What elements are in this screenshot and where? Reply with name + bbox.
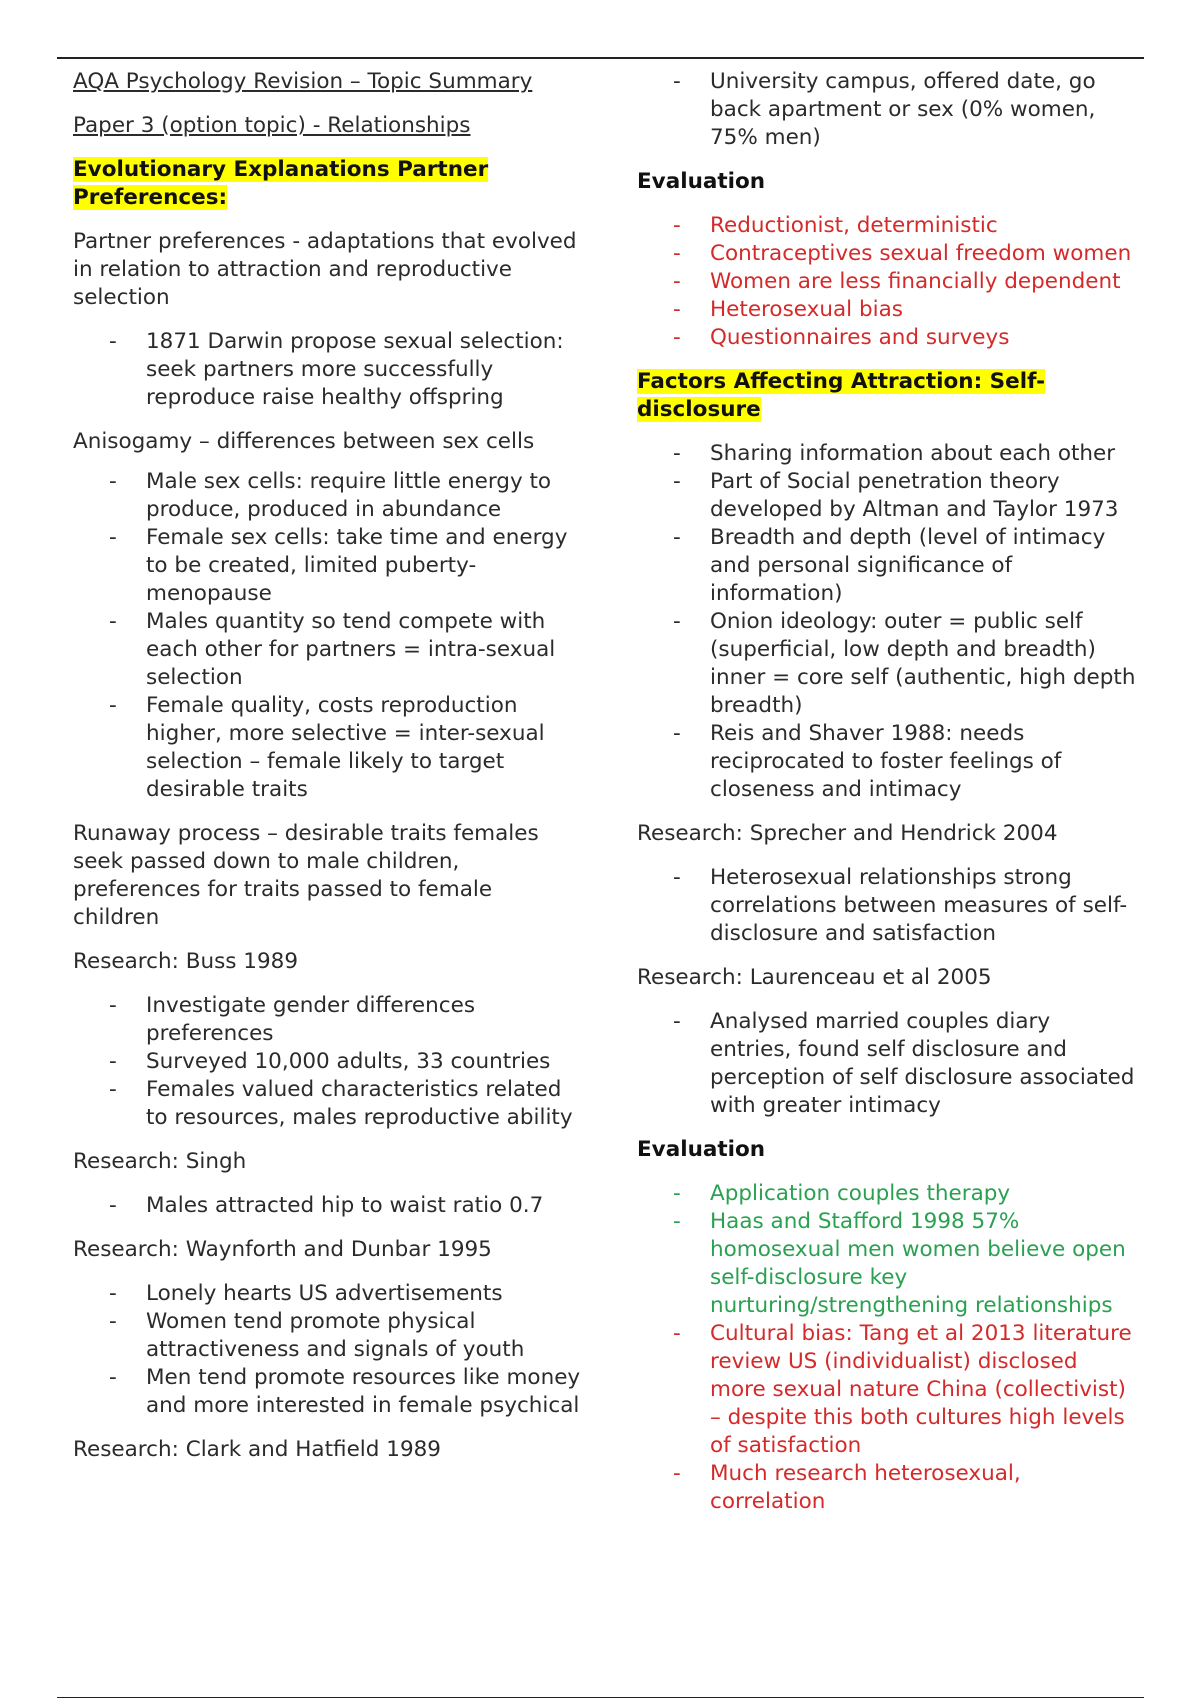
top-rule [57, 57, 1144, 59]
highlighted-heading: Factors Affecting Attraction: Self-disclosure [637, 369, 1046, 422]
left-column [73, 68, 583, 1480]
list-item: - Cultural bias: Tang et al 2013 literature review US (individualist) disclosed more sexual nature China (collectivist) – despite this both cultures high levels of satisfaction [710, 1320, 1137, 1460]
list-item: - Female sex cells: take time and energy to be created, limited puberty-menopause [146, 524, 583, 608]
research-waynforth: Research: Waynforth and Dunbar 1995 [73, 1237, 492, 1262]
waynforth-list [73, 1280, 583, 1420]
buss-list [73, 992, 583, 1132]
list-item: - Part of Social penetration theory developed by Altman and Taylor 1973 [710, 468, 1137, 524]
right-column [637, 68, 1137, 1532]
list-item: - Sharing information about each other [710, 440, 1137, 468]
list-item: - Male sex cells: require little energy to produce, produced in abundance [146, 468, 583, 524]
list-item: - Much research heterosexual, correlation [710, 1460, 1137, 1516]
research-laurenceau: Research: Laurenceau et al 2005 [637, 965, 992, 990]
list-item: - Reis and Shaver 1988: needs reciprocated to foster feelings of closeness and intimacy [710, 720, 1137, 804]
anisogamy-list [73, 468, 583, 804]
laurenceau-list [637, 1008, 1137, 1120]
list-item: - Questionnaires and surveys [710, 324, 1137, 352]
section-heading-evolutionary [73, 156, 583, 212]
document-title: AQA Psychology Revision – Topic Summary [73, 69, 533, 94]
bottom-rule [57, 1697, 1144, 1698]
list-item: - Onion ideology: outer = public self (superficial, low depth and breadth) inner = core self (authentic, high depth breadth) [710, 608, 1137, 720]
list-item: - Heterosexual bias [710, 296, 1137, 324]
list-item: - Haas and Stafford 1998 57% homosexual men women believe open self-disclosure key nurturing/strengthening relationships [710, 1208, 1137, 1320]
runaway-paragraph: Runaway process – desirable traits females seek passed down to male children, preferences for traits passed to female children [73, 821, 539, 930]
list-item: - Investigate gender differences preferences [146, 992, 583, 1048]
research-singh: Research: Singh [73, 1149, 247, 1174]
list-item: - Women are less financially dependent [710, 268, 1137, 296]
list-item: - Breadth and depth (level of intimacy and personal significance of information) [710, 524, 1137, 608]
list-item: - Female quality, costs reproduction higher, more selective = inter-sexual selection – female likely to target desirable traits [146, 692, 583, 804]
intro-paragraph: Partner preferences - adaptations that evolved in relation to attraction and reproductive selection [73, 229, 577, 310]
list-item: - University campus, offered date, go back apartment or sex (0% women, 75% men) [710, 68, 1137, 152]
section-heading-self-disclosure [637, 368, 1137, 424]
list-item: - Contraceptives sexual freedom women [710, 240, 1137, 268]
anisogamy-paragraph: Anisogamy – differences between sex cells [73, 429, 535, 454]
sprecher-list [637, 864, 1137, 948]
list-item: - Heterosexual relationships strong correlations between measures of self-disclosure and satisfaction [710, 864, 1137, 948]
highlighted-heading: Evolutionary Explanations Partner Preferences: [73, 157, 489, 210]
list-item: - Analysed married couples diary entries, found self disclosure and perception of self disclosure associated with greater intimacy [710, 1008, 1137, 1120]
darwin-list [73, 328, 583, 412]
list-item: - Males attracted hip to waist ratio 0.7 [146, 1192, 583, 1220]
list-item: - Females valued characteristics related to resources, males reproductive ability [146, 1076, 583, 1132]
list-item: - 1871 Darwin propose sexual selection: seek partners more successfully reproduce raise healthy offspring [146, 328, 583, 412]
list-item: - Application couples therapy [710, 1180, 1137, 1208]
evaluation-list-2-strengths [637, 1180, 1137, 1320]
document-subtitle: Paper 3 (option topic) - Relationships [73, 113, 471, 138]
research-buss: Research: Buss 1989 [73, 949, 299, 974]
research-clark: Research: Clark and Hatfield 1989 [73, 1437, 441, 1462]
list-item: - Men tend promote resources like money and more interested in female psychical [146, 1364, 583, 1420]
evaluation-heading-2: Evaluation [637, 1137, 766, 1162]
list-item: - Women tend promote physical attractiveness and signals of youth [146, 1308, 583, 1364]
list-item: - Surveyed 10,000 adults, 33 countries [146, 1048, 583, 1076]
list-item: - Males quantity so tend compete with each other for partners = intra-sexual selection [146, 608, 583, 692]
research-sprecher: Research: Sprecher and Hendrick 2004 [637, 821, 1058, 846]
evaluation-list-2-limitations [637, 1320, 1137, 1516]
evaluation-heading-1: Evaluation [637, 169, 766, 194]
evaluation-list-1 [637, 212, 1137, 352]
list-item: - Lonely hearts US advertisements [146, 1280, 583, 1308]
singh-list [73, 1192, 583, 1220]
clark-list [637, 68, 1137, 152]
list-item: - Reductionist, deterministic [710, 212, 1137, 240]
self-disclosure-list [637, 440, 1137, 804]
